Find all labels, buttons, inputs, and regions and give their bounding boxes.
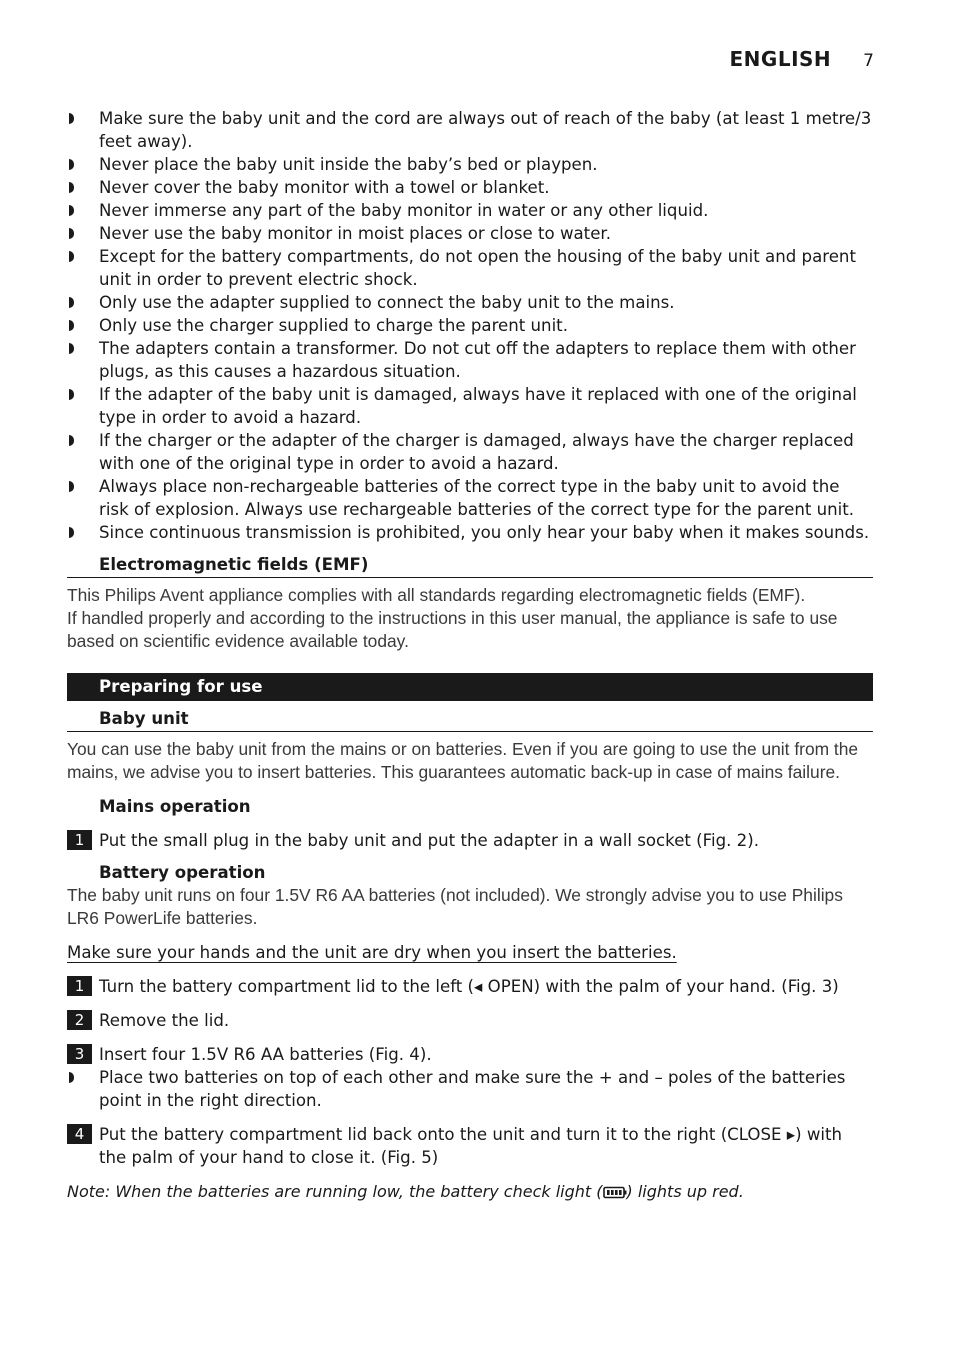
emf-text-2: If handled properly and according to the instructions in this user manual, the appliance is safe to use based on scientific evidence available today. [67,608,838,651]
preparing-for-use-heading: Preparing for use [67,673,873,701]
safety-bullet-list [67,107,873,544]
battery-operation-heading: Battery operation [99,863,266,882]
battery-step-2 [67,1009,873,1032]
bullet-item: Never cover the baby monitor with a towel or blanket. [67,176,873,199]
step-number: 3 [67,1044,92,1064]
bullet-item: Since continuous transmission is prohibited, you only hear your baby when it makes sounds. [67,521,873,544]
bullet-item: Except for the battery compartments, do not open the housing of the baby unit and parent unit in order to prevent electric shock. [67,245,873,291]
step-text: Put the small plug in the baby unit and put the adapter in a wall socket (Fig. 2). [99,831,759,850]
battery-note [67,1180,873,1205]
emf-text-1: This Philips Avent appliance complies with all standards regarding electromagnetic fields (EMF). [67,585,806,605]
battery-step-1 [67,975,873,998]
language-label: ENGLISH [729,47,832,71]
bullet-item: Never immerse any part of the baby monitor in water or any other liquid. [67,199,873,222]
bullet-item: Make sure the baby unit and the cord are always out of reach of the baby (at least 1 metre/3 feet away). [67,107,873,153]
battery-step-4 [67,1123,873,1169]
step-number: 2 [67,1010,92,1030]
step-text: Remove the lid. [99,1011,230,1030]
battery-operation-text: The baby unit runs on four 1.5V R6 AA batteries (not included). We strongly advise you to use Philips LR6 PowerLife batteries. [67,885,843,928]
battery-check-icon [603,1182,627,1205]
emf-heading: Electromagnetic fields (EMF) [67,553,873,578]
step-number: 1 [67,976,92,996]
note-text-start: Note: When the batteries are running low, the battery check light ( [67,1182,603,1201]
battery-step-3 [67,1043,873,1066]
page-header [730,47,874,71]
bullet-item: Never place the baby unit inside the baby’s bed or playpen. [67,153,873,176]
step-text: Turn the battery compartment lid to the left (◂ OPEN) with the palm of your hand. (Fig. 3) [99,977,839,996]
page-content [67,107,873,1205]
step3-bullet: Place two batteries on top of each other and make sure the + and – poles of the batteries point in the right direction. [67,1066,873,1112]
step-text: Put the battery compartment lid back onto the unit and turn it to the right (CLOSE ▸) with the palm of your hand to close it. (Fig. 5) [99,1125,843,1167]
dry-hands-warning: Make sure your hands and the unit are dry when you insert the batteries. [67,943,677,962]
bullet-item: Always place non-rechargeable batteries of the correct type in the baby unit to avoid the risk of explosion. Always use rechargeable batteries of the correct type for the parent unit. [67,475,873,521]
baby-unit-heading: Baby unit [67,707,873,732]
step-number: 1 [67,830,92,850]
mains-operation-heading: Mains operation [99,797,251,816]
bullet-item: Only use the adapter supplied to connect the baby unit to the mains. [67,291,873,314]
step-text: Insert four 1.5V R6 AA batteries (Fig. 4). [99,1045,432,1064]
mains-step [67,829,873,852]
bullet-item: Never use the baby monitor in moist places or close to water. [67,222,873,245]
bullet-item: Only use the charger supplied to charge the parent unit. [67,314,873,337]
bullet-item: If the adapter of the baby unit is damaged, always have it replaced with one of the original type in order to avoid a hazard. [67,383,873,429]
step-number: 4 [67,1124,92,1144]
note-text-end: ) lights up red. [626,1182,744,1201]
page-number: 7 [863,51,874,71]
bullet-item: If the charger or the adapter of the charger is damaged, always have the charger replaced with one of the original type in order to avoid a hazard. [67,429,873,475]
baby-unit-text: You can use the baby unit from the mains or on batteries. Even if you are going to use the unit from the mains, we advise you to insert batteries. This guarantees automatic back-up in case of mains failure. [67,739,859,782]
bullet-item: The adapters contain a transformer. Do not cut off the adapters to replace them with other plugs, as this causes a hazardous situation. [67,337,873,383]
